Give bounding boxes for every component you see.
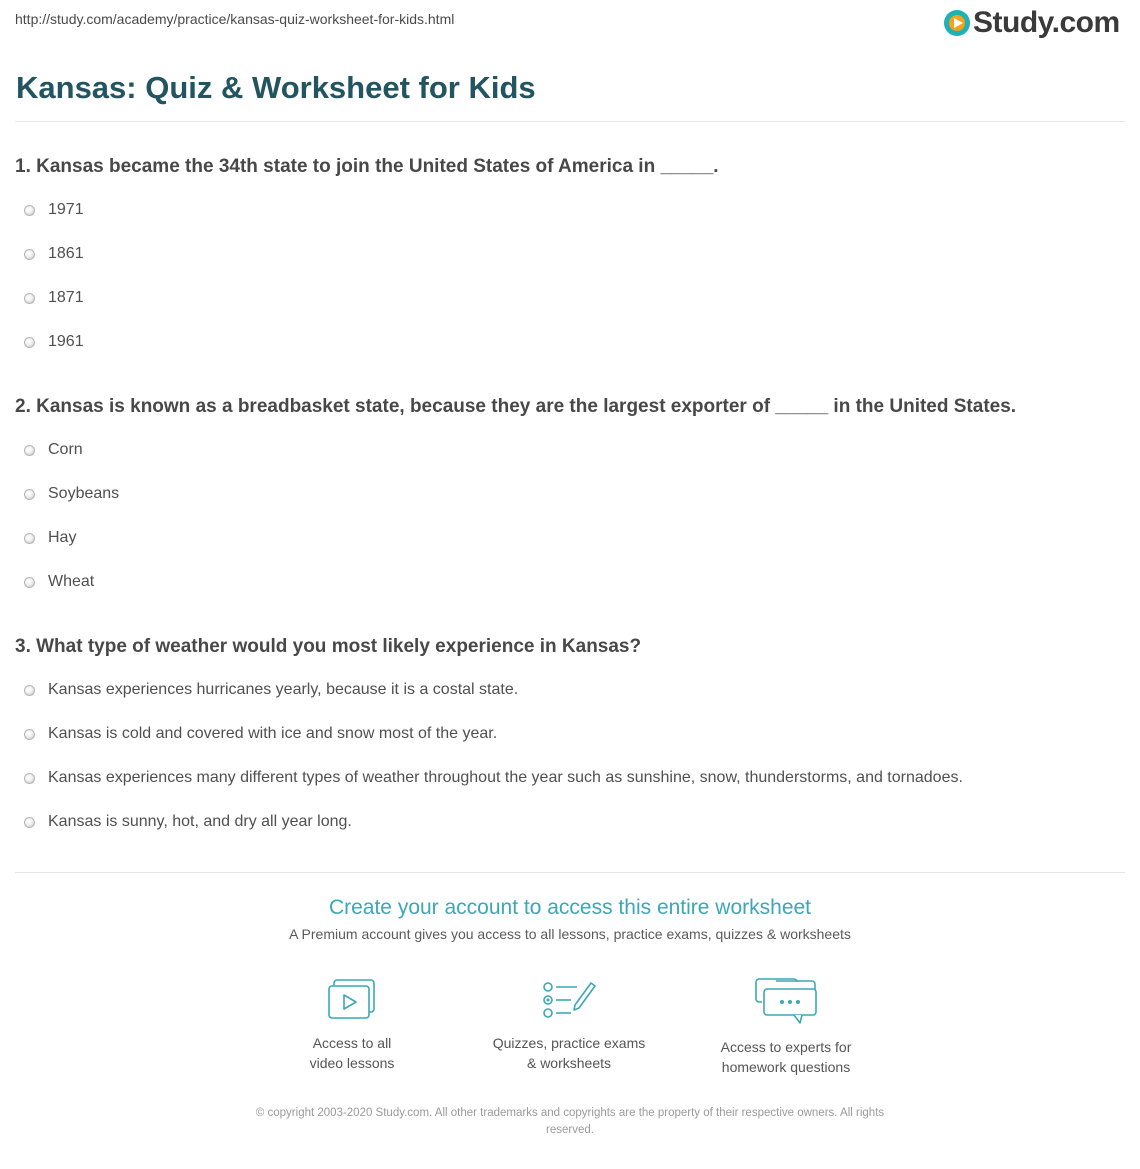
q1-option-3[interactable]: [24, 289, 84, 307]
option-label: Kansas experiences hurricanes yearly, because it is a costal state.: [48, 681, 519, 698]
q2-option-4[interactable]: [24, 573, 94, 591]
q2-option-3[interactable]: [24, 529, 76, 547]
option-label: Hay: [48, 529, 77, 546]
q3-option-3[interactable]: [24, 769, 963, 787]
radio-button-icon[interactable]: [24, 577, 35, 588]
page-title: Kansas: Quiz & Worksheet for Kids: [16, 70, 536, 105]
copyright-notice: [210, 1105, 930, 1139]
copyright-line-2: reserved.: [546, 1124, 594, 1136]
feature-label-line1: Access to all: [312, 1035, 392, 1051]
option-label: Kansas experiences many different types of weather throughout the year such as sunshine, snow, thunderstorms, and tornadoes.: [48, 769, 963, 786]
video-lessons-icon: [326, 977, 378, 1023]
option-label: 1971: [48, 201, 84, 218]
chat-experts-icon: [754, 977, 818, 1027]
option-label: Kansas is cold and covered with ice and snow most of the year.: [48, 725, 498, 742]
create-account-link[interactable]: Create your account to access this entire worksheet: [328, 896, 812, 919]
q3-option-1[interactable]: [24, 681, 518, 699]
radio-button-icon[interactable]: [24, 445, 35, 456]
question-3: 3. What type of weather would you most likely experience in Kansas?: [15, 636, 642, 657]
feature-experts: [676, 977, 896, 1077]
q2-option-2[interactable]: [24, 485, 119, 503]
cta-subtitle: A Premium account gives you access to all lessons, practice exams, quizzes & worksheets: [289, 926, 851, 942]
logo-text: Study.com: [973, 6, 1120, 39]
play-logo-icon: [944, 10, 970, 36]
q1-option-1[interactable]: [24, 201, 84, 219]
quiz-checklist-icon: [541, 977, 597, 1023]
q1-option-4[interactable]: [24, 333, 84, 351]
feature-label-line2: & worksheets: [526, 1055, 612, 1071]
radio-button-icon[interactable]: [24, 817, 35, 828]
option-label: Kansas is sunny, hot, and dry all year long.: [48, 813, 352, 830]
radio-button-icon[interactable]: [24, 293, 35, 304]
radio-button-icon[interactable]: [24, 773, 35, 784]
feature-label-line1: Quizzes, practice exams: [492, 1035, 646, 1051]
page-url: http://study.com/academy/practice/kansas-quiz-worksheet-for-kids.html: [15, 11, 455, 27]
radio-button-icon[interactable]: [24, 533, 35, 544]
q2-option-1[interactable]: [24, 441, 83, 459]
title-divider: [15, 121, 1125, 122]
option-label: Soybeans: [48, 485, 120, 502]
radio-button-icon[interactable]: [24, 205, 35, 216]
option-label: 1861: [48, 245, 84, 262]
option-label: 1961: [48, 333, 84, 350]
cta-divider: [15, 872, 1125, 873]
radio-button-icon[interactable]: [24, 685, 35, 696]
copyright-line-1: © copyright 2003-2020 Study.com. All other trademarks and copyrights are the property of their respective owners. All rights: [255, 1107, 885, 1119]
question-2: 2. Kansas is known as a breadbasket state, because they are the largest exporter of _____ in the United States.: [15, 396, 1017, 417]
q1-option-2[interactable]: [24, 245, 84, 263]
radio-button-icon[interactable]: [24, 729, 35, 740]
option-label: 1871: [48, 289, 84, 306]
feature-video-lessons: [242, 977, 462, 1073]
q3-option-2[interactable]: [24, 725, 497, 743]
option-label: Corn: [48, 441, 83, 458]
feature-label-line2: homework questions: [721, 1059, 851, 1075]
q3-option-4[interactable]: [24, 813, 352, 831]
radio-button-icon[interactable]: [24, 489, 35, 500]
radio-button-icon[interactable]: [24, 249, 35, 260]
feature-quizzes: [459, 977, 679, 1073]
feature-label-line1: Access to experts for: [720, 1039, 852, 1055]
study-com-logo[interactable]: [944, 6, 1120, 40]
option-label: Wheat: [48, 573, 95, 590]
radio-button-icon[interactable]: [24, 337, 35, 348]
question-1: 1. Kansas became the 34th state to join the United States of America in _____.: [15, 156, 719, 177]
feature-label-line2: video lessons: [309, 1055, 395, 1071]
